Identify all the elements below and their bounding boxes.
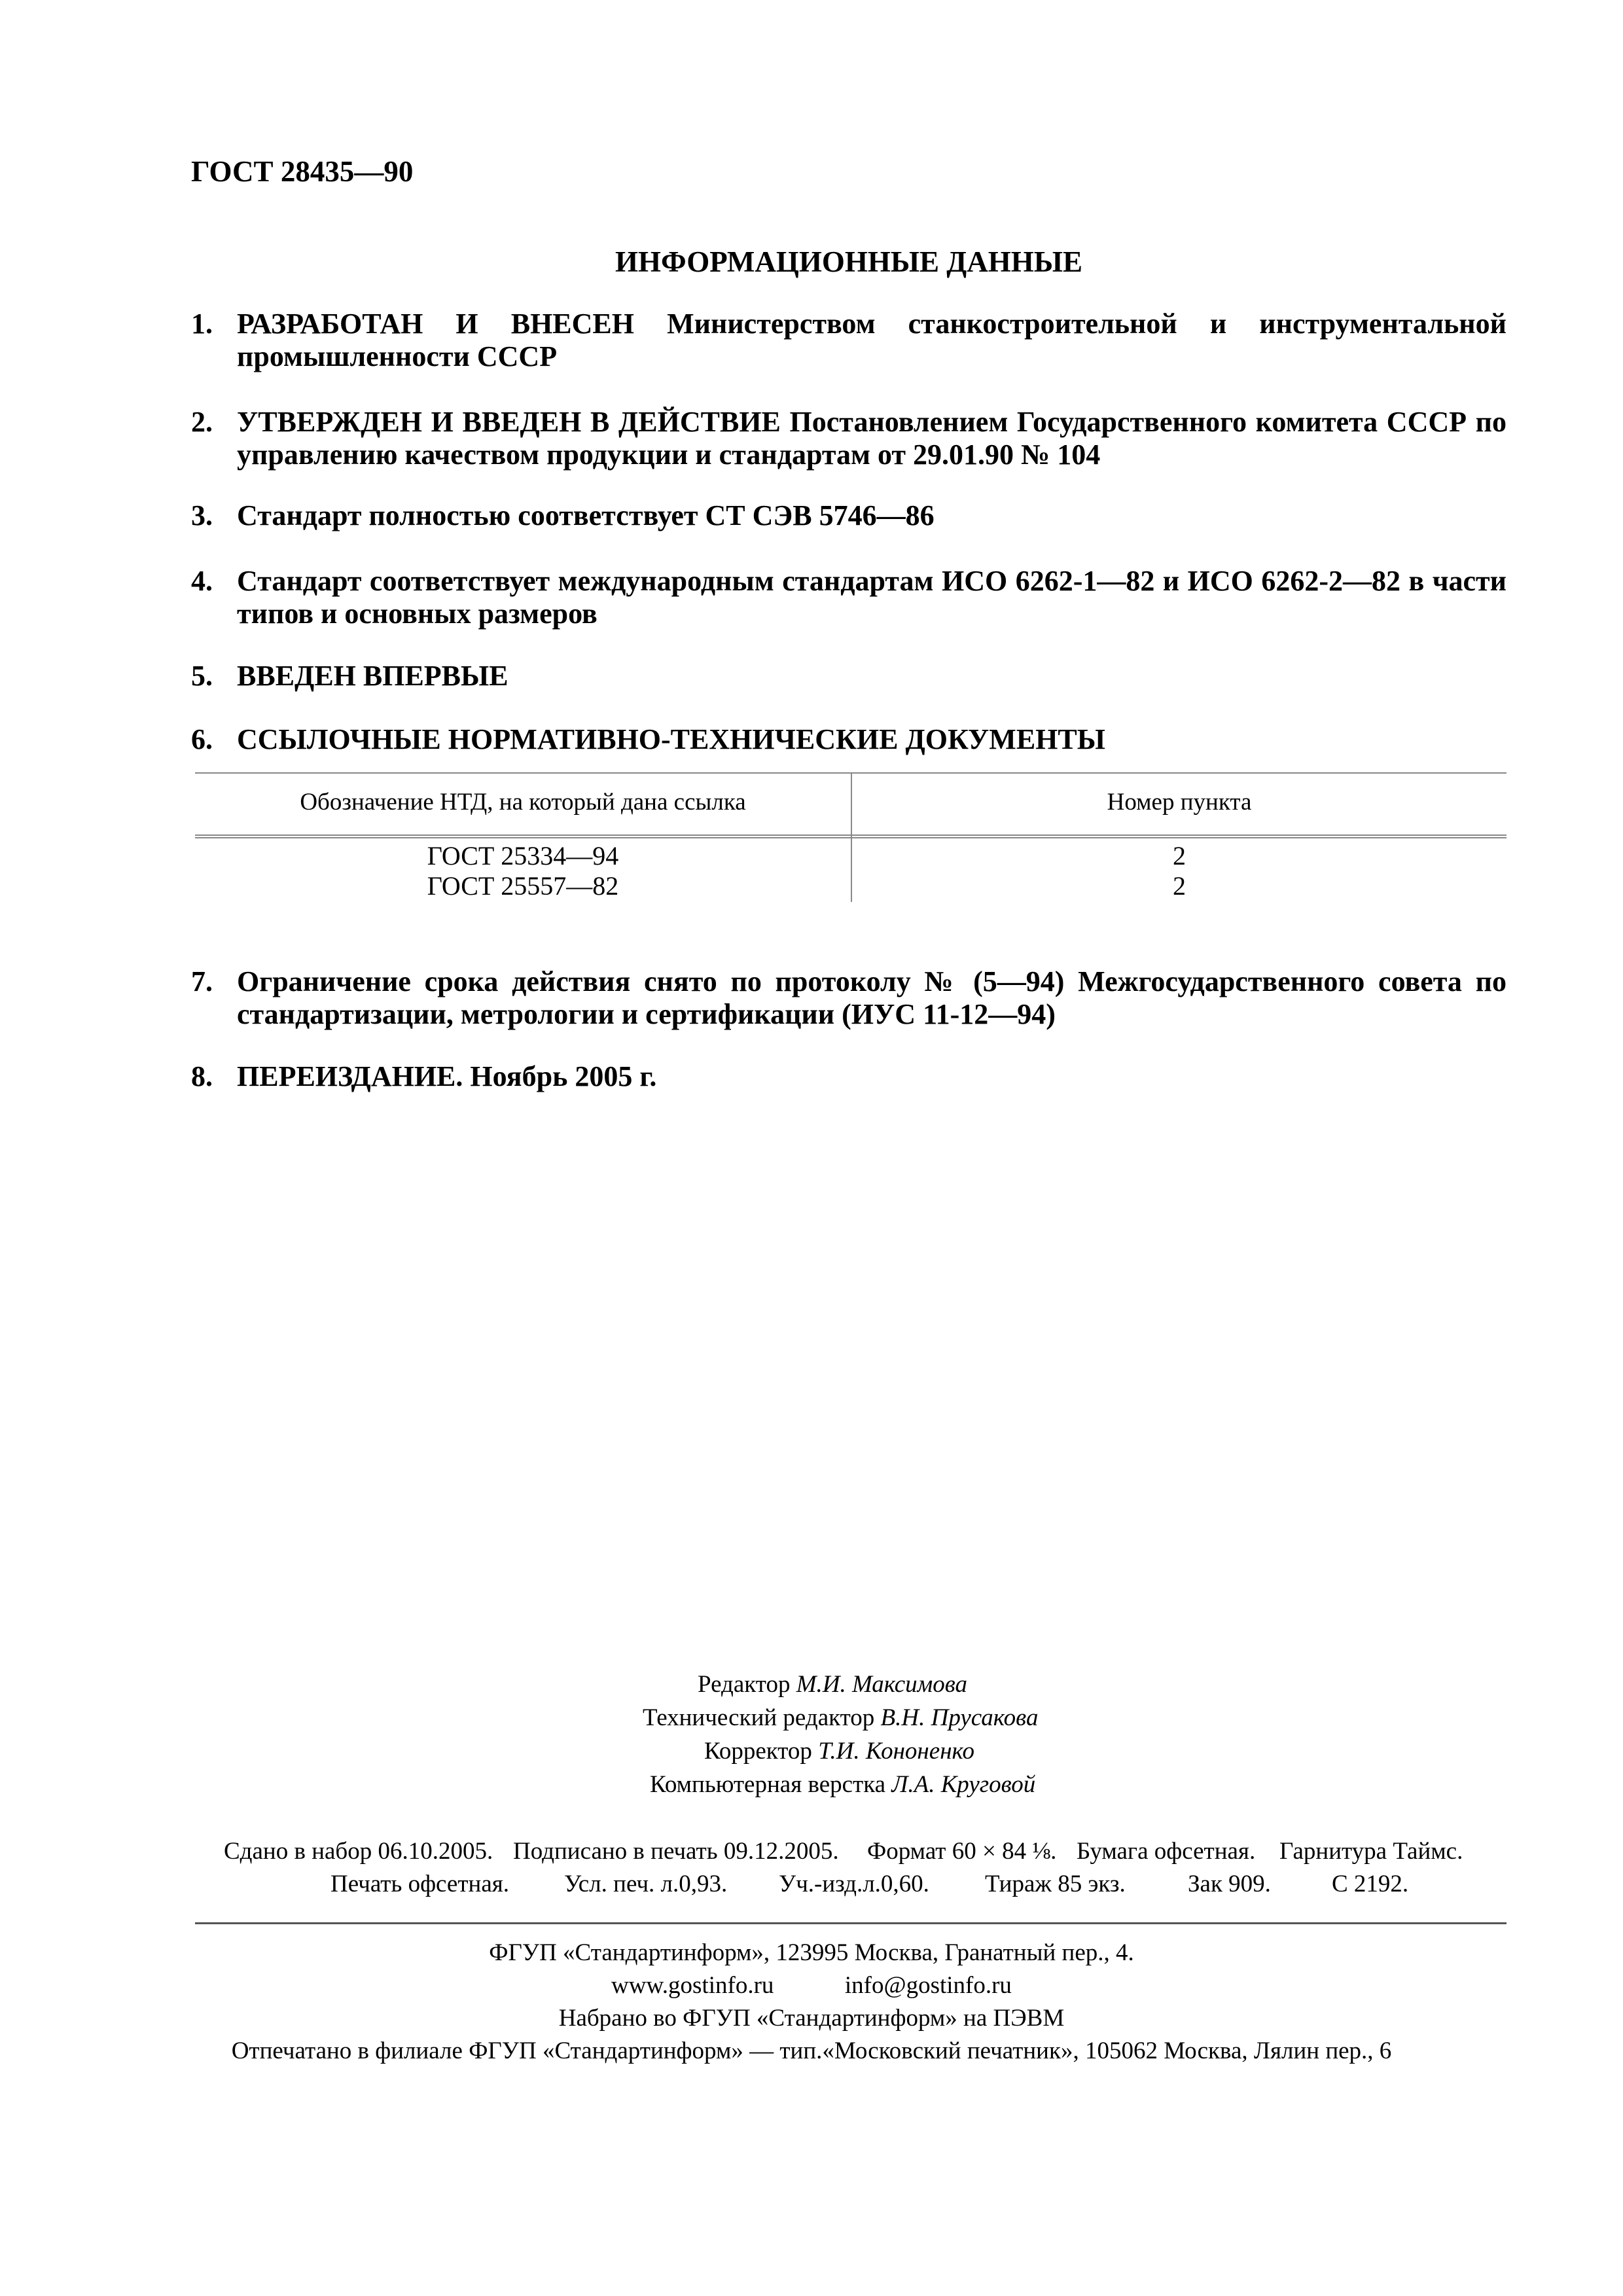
footer-publisher-address: ФГУП «Стандартинформ», 123995 Москва, Гранатный пер., 4. xyxy=(489,1939,1134,1966)
item-text: РАЗРАБОТАН И ВНЕСЕН Министерством станкостроительной и инструментальной промышленности СССР xyxy=(237,308,1507,372)
credit-editor xyxy=(698,1669,967,1700)
item-text: Стандарт соответствует международным стандартам ИСО 6262-1—82 и ИСО 6262-2—82 в части типов и основных размеров xyxy=(237,565,1507,630)
item-number: 4. xyxy=(191,565,213,597)
footer-typeset-note: Набрано во ФГУП «Стандартинформ» на ПЭВМ xyxy=(558,2005,1065,2032)
item-text: Ограничение срока действия снято по протоколу № (5—94) Межгосударственного совета по стандартизации, метрологии и сертификации (ИУС 11-12—94) xyxy=(237,965,1507,1030)
footer-website: www.gostinfo.ru xyxy=(611,1972,774,1999)
credit-role: Корректор xyxy=(704,1738,812,1765)
print-info-order-number: Зак 909. xyxy=(1188,1871,1271,1897)
print-info-circulation: Тираж 85 экз. xyxy=(985,1871,1126,1897)
item-number: 1. xyxy=(191,308,213,340)
credit-name: Л.А. Круговой xyxy=(891,1771,1036,1798)
print-info-print-sheets: Усл. печ. л.0,93. xyxy=(564,1871,728,1897)
credit-proofreader xyxy=(704,1736,974,1767)
footer-contacts xyxy=(0,1970,1623,2001)
credit-technical-editor xyxy=(643,1702,1038,1734)
table-cell-clause-number: 2 xyxy=(1173,871,1186,901)
reference-documents-table xyxy=(195,772,1507,903)
item-text: ВВЕДЕН ВПЕРВЫЕ xyxy=(237,660,508,692)
print-info-publisher-sheets: Уч.-изд.л.0,60. xyxy=(779,1871,929,1897)
print-info-typeset-date: Сдано в набор 06.10.2005. xyxy=(224,1838,493,1865)
credit-role: Редактор xyxy=(698,1671,791,1698)
credit-name: В.Н. Прусакова xyxy=(880,1704,1039,1731)
credit-layout xyxy=(650,1769,1035,1801)
table-header-designation: Обозначение НТД, на который дана ссылка xyxy=(300,789,746,816)
footer-email: info@gostinfo.ru xyxy=(844,1972,1012,1999)
item-number: 3. xyxy=(191,499,213,531)
credit-role: Технический редактор xyxy=(643,1704,875,1731)
table-header-clause-number: Номер пункта xyxy=(1107,789,1252,816)
footer-printed-note: Отпечатано в филиале ФГУП «Стандартинформ» — тип.«Московский печатник», 105062 Москва, Лялин пер., 6 xyxy=(231,2037,1392,2064)
table-cell-designation: ГОСТ 25334—94 xyxy=(427,841,619,870)
item-text: УТВЕРЖДЕН И ВВЕДЕН В ДЕЙСТВИЕ Постановлением Государственного комитета СССР по управлению качеством продукции и стандартам от 29.01.90 № 104 xyxy=(237,406,1507,471)
document-code: ГОСТ 28435—90 xyxy=(191,155,414,188)
print-info-paper: Бумага офсетная. xyxy=(1077,1838,1256,1865)
footer-divider xyxy=(195,1922,1507,1924)
item-text: Стандарт полностью соответствует СТ СЭВ 5746—86 xyxy=(237,499,935,531)
print-info-code: С 2192. xyxy=(1332,1871,1409,1897)
table-cell-designation: ГОСТ 25557—82 xyxy=(427,871,619,901)
credit-name: Т.И. Кононенко xyxy=(818,1738,974,1765)
print-info-format: Формат 60 × 84 ⅛. xyxy=(867,1838,1057,1865)
section-title: ИНФОРМАЦИОННЫЕ ДАННЫЕ xyxy=(615,245,1082,278)
table-column-clause-number xyxy=(852,841,1507,901)
table-cell-clause-number: 2 xyxy=(1173,841,1186,870)
print-info-typeface: Гарнитура Таймс. xyxy=(1279,1838,1463,1865)
item-number: 5. xyxy=(191,660,213,692)
credit-role: Компьютерная верстка xyxy=(650,1771,886,1798)
item-number: 6. xyxy=(191,723,213,755)
print-info-print-type: Печать офсетная. xyxy=(330,1871,510,1897)
item-number: 2. xyxy=(191,406,213,438)
item-text: ПЕРЕИЗДАНИЕ. Ноябрь 2005 г. xyxy=(237,1060,657,1092)
item-number: 8. xyxy=(191,1060,213,1092)
credit-name: М.И. Максимова xyxy=(796,1671,968,1698)
item-text: ССЫЛОЧНЫЕ НОРМАТИВНО-ТЕХНИЧЕСКИЕ ДОКУМЕНТЫ xyxy=(237,723,1105,755)
table-column-designation xyxy=(195,841,851,901)
print-info-signed-date: Подписано в печать 09.12.2005. xyxy=(513,1838,839,1865)
item-number: 7. xyxy=(191,965,213,997)
